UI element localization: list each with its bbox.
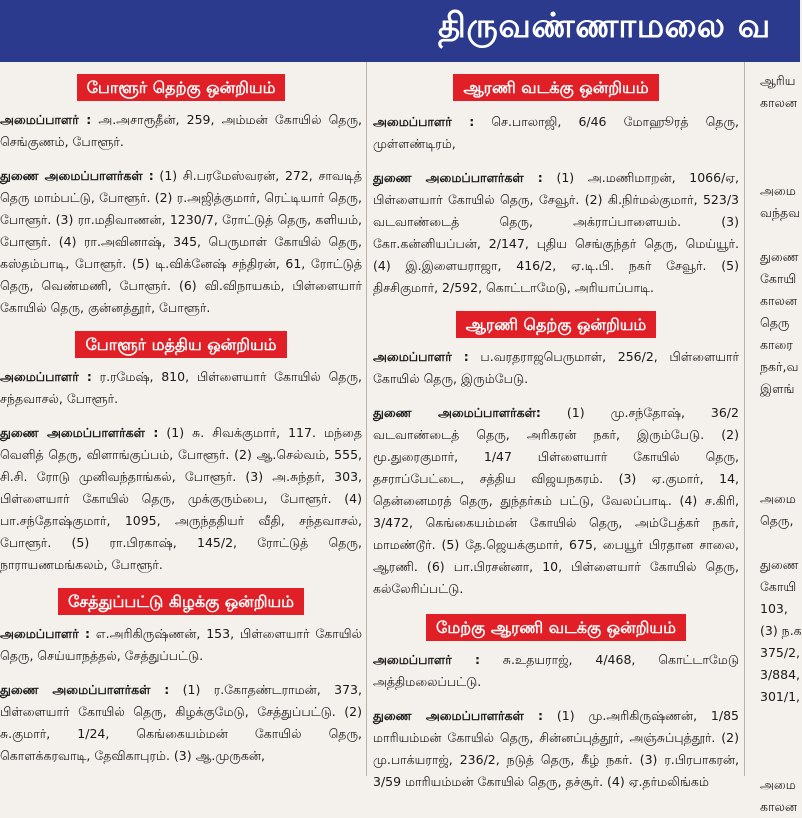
text-fragment: அமை <box>760 183 796 198</box>
section-heading: சேத்துப்பட்டு கிழக்கு ஒன்றியம் <box>58 588 304 615</box>
deputy-entry <box>373 167 739 299</box>
text-fragment: 301/1, <box>760 689 800 704</box>
deputy-text: (1) சி.பரமேஸ்வரன், 272, சாவடித் தெரு மாம்பட்டு, போளூர். (2) ர.அஜித்குமார், ரெட்டியார் தெரு, போளூர். (3) ரா.மதிவாணன், 1230/7, ரோட்டுத் தெரு, களியம், போளூர். (4) ரா.அவினாஷ், 345, பெருமாள் கோயில் தெரு, கஸ்தம்பாடி, போளூர். (5) டி.விக்னேஷ் சந்திரன், 61, ரோட்டுத் தெரு, வெண்மணி, போளூர். (6) வி.விநாயகம், பிள்ளையார் கோயில் தெரு, குன்னத்தூர், போளூர். <box>0 168 362 315</box>
organizer-label: அமைப்பாளர் : <box>0 112 92 127</box>
column-divider <box>744 62 745 776</box>
section-heading-wrap <box>373 74 739 101</box>
text-fragment: காரை <box>760 337 793 352</box>
organizer-text: செ.பாலாஜி, 6/46 மோஹூரத் தெரு, முள்ளண்டிரம், <box>373 114 739 151</box>
banner-title: திருவண்ணாமலை வ <box>438 6 771 46</box>
text-fragment <box>760 532 800 554</box>
text-fragment: இளங் <box>760 381 795 396</box>
organizer-label: அமைப்பாளர் : <box>373 652 480 667</box>
text-fragment: அமை <box>760 777 796 792</box>
section-heading: மேற்கு ஆரணி வடக்கு ஒன்றியம் <box>426 614 686 641</box>
organizer-entry <box>373 649 739 693</box>
organizer-text: ப.வரதராஜபெருமாள், 256/2, பிள்ளையார் கோயில் தெரு, இரும்பேடு. <box>373 349 739 386</box>
column-middle <box>373 62 740 789</box>
section-heading-wrap <box>373 614 739 641</box>
column-divider <box>366 62 367 776</box>
column-right-truncated <box>760 62 802 814</box>
text-fragment: நகர்,வ <box>760 359 799 374</box>
text-fragment: 375/2, <box>760 645 800 660</box>
section-heading-wrap <box>0 331 362 358</box>
section-heading-wrap <box>373 311 739 338</box>
text-fragment: தெரு <box>760 315 790 330</box>
text-fragment <box>760 422 800 444</box>
text-fragment <box>760 708 800 730</box>
organizer-entry <box>373 346 739 390</box>
deputy-entry <box>373 705 739 793</box>
text-fragment <box>760 224 800 246</box>
text-fragment: தெரு, <box>760 513 794 528</box>
deputy-text: (1) சு. சிவக்குமார், 117. மந்தை வெளித் தெரு, விளாங்குப்பம், போளூர். (2) ஆ.செல்வம், 555, சி.சி. ரோடு முனிவந்தாங்கல், போளூர். (3) அ.சுந்தர், 303, பிள்ளையார் கோயில் தெரு, முக்குரும்பை, போளூர். (4) பா.சந்தோஷ்குமார், 1095, அருந்ததியர் வீதி, சந்தவாசல், போளூர். (5) ரா.பிரகாஷ், 145/2, ரோட்டுத் தெரு, நாராயணமங்கலம், போளூர். <box>0 425 362 572</box>
text-fragment: காலன <box>760 293 798 308</box>
text-fragment: (3) ந.க <box>760 623 802 638</box>
text-fragment <box>760 114 800 136</box>
organizer-label: அமைப்பாளர் : <box>0 369 92 384</box>
column-left <box>0 62 362 776</box>
deputy-label: துணை அமைப்பாளர்கள் : <box>0 682 170 697</box>
deputy-text: (1) ர.கோதண்டராமன், 373, பிள்ளையார் கோயில் தெரு, கிழக்குமேடு, சேத்துப்பட்டு. (2) சு.குமார், 1/24, கெங்கையம்மன் கோயில் தெரு, கொளக்கரவாடி, தேவிகாபுரம். (3) ஆ.முருகன், <box>0 682 362 763</box>
section-heading: ஆரணி வடக்கு ஒன்றியம் <box>453 74 658 101</box>
deputy-text: (1) மு.அரிகிருஷ்ணன், 1/85 மாரியம்மன் கோயில் தெரு, சின்னப்புத்தூர், அஞ்சுப்புத்தூர். (2) மு.பாக்யராஜ், 236/2, நடுத் தெரு, கீழ் நகர். (3) ர.பிரபாகரன், 3/59 மாரியம்மன் கோயில் தெரு, தச்சூர். (4) ஏ.தர்மலிங்கம் <box>373 708 739 789</box>
text-fragment: கோயி <box>760 271 797 286</box>
section-heading-wrap <box>0 588 362 615</box>
deputy-label: துணை அமைப்பாளர்கள் : <box>373 170 543 185</box>
section-heading: போளூர் மத்திய ஒன்றியம் <box>75 331 286 358</box>
text-fragment: துணை <box>760 557 799 572</box>
deputy-text: (1) மு.சந்தோஷ், 36/2 வடவாண்டைத் தெரு, அரிகரன் நகர், இரும்பேடு. (2) மூ.துரைகுமார், 1/47 பிள்ளையார் கோயில் தெரு, தசராப்பேட்டை, சத்திய விஜயநகரம். (3) ஏ.குமார், 14, தென்னைமரத் தெரு, துந்தர்கம் பட்டு, வேலப்பாடி. (4) ச.கிரி, 3/472, கெங்கையம்மன் கோயில் தெரு, அம்பேத்கர் நகர், மாமண்டூர். (5) தே.ஜெயக்குமார், 675, பையூர் பிரதான சாலை, ஆரணி. (6) பா.பிரசன்னா, 10, பிள்ளையார் கோயில் தெரு, கல்லேரிப்பட்டு. <box>373 405 739 596</box>
organizer-text: சு.உதயராஜ், 4/468, கொட்டாமேடு அத்திமலைப்பட்டு. <box>373 652 739 689</box>
deputy-label: துணை அமைப்பாளர்கள் : <box>0 425 159 440</box>
organizer-entry <box>373 111 739 155</box>
text-fragment: காலன <box>760 799 798 814</box>
deputy-entry <box>0 422 362 576</box>
text-fragment: 3/884, <box>760 667 800 682</box>
deputy-entry <box>0 679 362 767</box>
text-fragment: துணை <box>760 249 799 264</box>
organizer-entry <box>0 623 362 667</box>
text-fragment: வந்தவ <box>760 205 801 220</box>
text-fragment: காலன <box>760 95 798 110</box>
organizer-text: அ.அசாரூதீன், 259, அம்மன் கோயில் தெரு, செங்குணம், போளூர். <box>0 112 363 149</box>
deputy-label: துணை அமைப்பாளர்கள்: <box>373 405 541 420</box>
section-heading-wrap <box>0 74 362 101</box>
page-banner <box>0 0 800 62</box>
text-fragment <box>760 136 800 158</box>
text-fragment: கோயி <box>760 579 797 594</box>
text-fragment: ஆரிய <box>760 73 796 88</box>
organizer-label: அமைப்பாளர் : <box>0 626 90 641</box>
text-fragment <box>760 730 800 752</box>
deputy-entry <box>0 165 362 319</box>
deputy-label: துணை அமைப்பாளர்கள் : <box>0 168 154 183</box>
deputy-entry <box>373 402 739 600</box>
deputy-label: துணை அமைப்பாளர்கள் : <box>373 708 544 723</box>
text-fragment <box>760 752 800 774</box>
organizer-label: அமைப்பாளர் : <box>373 349 469 364</box>
organizer-text: எ.அரிகிருஷ்ணன், 153, பிள்ளையார் கோயில் தெரு, செய்யாநத்தல், சேத்துப்பட்டு. <box>0 626 362 663</box>
text-fragment <box>760 466 800 488</box>
organizer-entry <box>0 109 362 153</box>
text-fragment: 103, <box>760 601 788 616</box>
deputy-text: (1) அ.மணிமாறன், 1066/ஏ, பிள்ளையார் கோயில் தெரு, சேவூர். (2) கி.நிர்மல்குமார், 523/3 வடவாண்டைத் தெரு, அக்ராப்பாளையம். (3) கோ.கன்னியப்பன், 2/147, புதிய செங்குந்தர் தெரு, மெய்யூர். (4) இ.இளையராஜா, 416/2, ஏ.டி.பி. நகர் சேவூர். (5) திசசிகுமார், 2/592, கொட்டாமேடு, அரியாப்பாடி. <box>373 170 740 295</box>
organizer-entry <box>0 366 362 410</box>
text-fragment <box>760 158 800 180</box>
organizer-text: ர.ரமேஷ், 810, பிள்ளையார் கோயில் தெரு, சந்தவாசல், போளூர். <box>0 369 363 406</box>
organizer-label: அமைப்பாளர் : <box>373 114 475 129</box>
section-heading: போளூர் தெற்கு ஒன்றியம் <box>77 74 286 101</box>
section-heading: ஆரணி தெற்கு ஒன்றியம் <box>456 311 657 338</box>
text-fragment <box>760 400 800 422</box>
text-fragment <box>760 444 800 466</box>
text-fragment: அமை <box>760 491 796 506</box>
